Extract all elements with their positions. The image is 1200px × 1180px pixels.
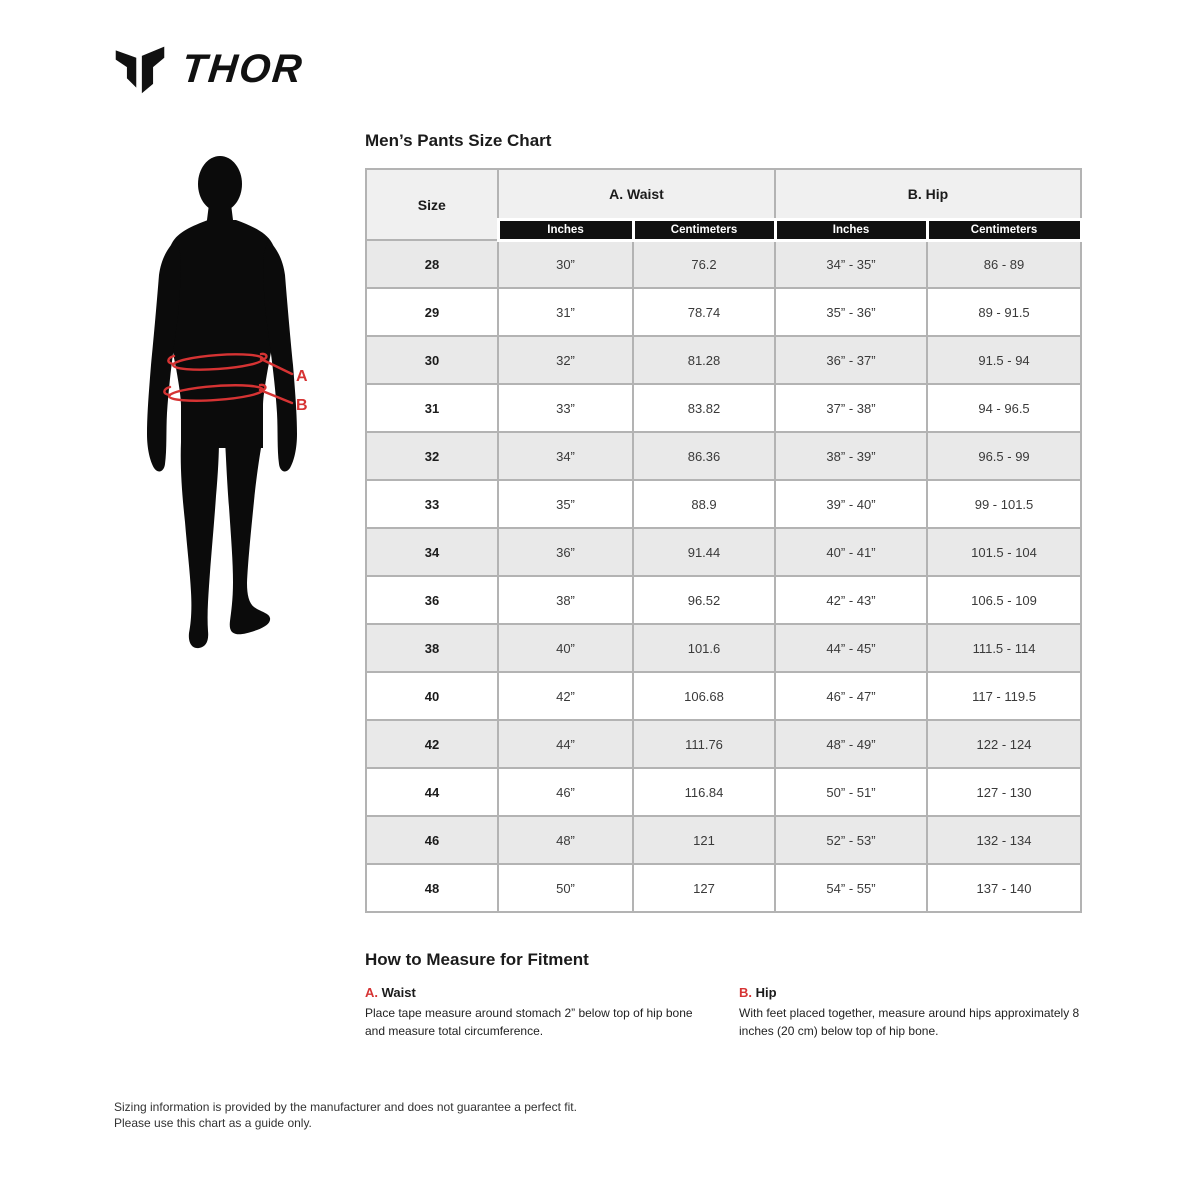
hip-cm-cell: 122 - 124 bbox=[927, 720, 1081, 768]
hip-cm-cell: 86 - 89 bbox=[927, 240, 1081, 288]
size-cell: 28 bbox=[366, 240, 498, 288]
hip-cm-cell: 106.5 - 109 bbox=[927, 576, 1081, 624]
waist-instruction-text: Place tape measure around stomach 2” below top of hip bone and measure total circumference. bbox=[365, 1006, 693, 1038]
waist-cm-cell: 106.68 bbox=[633, 672, 775, 720]
table-group-header-row bbox=[366, 169, 1081, 219]
brand-wordmark: THOR bbox=[179, 47, 306, 91]
hip-in-cell: 35” - 36” bbox=[775, 288, 927, 336]
hip-cm-cell: 99 - 101.5 bbox=[927, 480, 1081, 528]
size-cell: 38 bbox=[366, 624, 498, 672]
hip-centimeters-header: Centimeters bbox=[927, 219, 1081, 240]
hip-inches-header: Inches bbox=[775, 219, 927, 240]
hip-in-cell: 37” - 38” bbox=[775, 384, 927, 432]
waist-in-cell: 35” bbox=[498, 480, 633, 528]
how-to-measure-columns bbox=[365, 976, 1085, 1040]
size-cell: 36 bbox=[366, 576, 498, 624]
hip-group-header: B. Hip bbox=[775, 169, 1081, 219]
waist-cm-cell: 81.28 bbox=[633, 336, 775, 384]
table-row bbox=[366, 768, 1081, 816]
waist-in-cell: 36” bbox=[498, 528, 633, 576]
hip-cm-cell: 137 - 140 bbox=[927, 864, 1081, 912]
waist-cm-cell: 76.2 bbox=[633, 240, 775, 288]
size-chart-title: Men’s Pants Size Chart bbox=[365, 131, 552, 150]
waist-inches-header: Inches bbox=[498, 219, 633, 240]
size-cell: 31 bbox=[366, 384, 498, 432]
waist-in-cell: 40” bbox=[498, 624, 633, 672]
waist-in-cell: 44” bbox=[498, 720, 633, 768]
hip-label: Hip bbox=[755, 985, 777, 1000]
size-cell: 29 bbox=[366, 288, 498, 336]
hip-cm-cell: 91.5 - 94 bbox=[927, 336, 1081, 384]
table-row bbox=[366, 336, 1081, 384]
hip-in-cell: 46” - 47” bbox=[775, 672, 927, 720]
hip-cm-cell: 96.5 - 99 bbox=[927, 432, 1081, 480]
waist-callout-label: A bbox=[296, 368, 308, 385]
hip-cm-cell: 127 - 130 bbox=[927, 768, 1081, 816]
size-cell: 30 bbox=[366, 336, 498, 384]
waist-letter: A. bbox=[365, 985, 378, 1000]
how-to-measure-heading: How to Measure for Fitment bbox=[365, 950, 589, 969]
hip-cm-cell: 89 - 91.5 bbox=[927, 288, 1081, 336]
size-cell: 33 bbox=[366, 480, 498, 528]
hip-instruction-text: With feet placed together, measure around hips approximately 8 inches (20 cm) below top of hip bone. bbox=[739, 1006, 1080, 1038]
table-row bbox=[366, 816, 1081, 864]
table-row bbox=[366, 432, 1081, 480]
hip-instructions bbox=[739, 976, 1085, 1040]
waist-cm-cell: 88.9 bbox=[633, 480, 775, 528]
waist-cm-cell: 101.6 bbox=[633, 624, 775, 672]
sizing-disclaimer bbox=[114, 1100, 577, 1131]
hip-in-cell: 44” - 45” bbox=[775, 624, 927, 672]
waist-cm-cell: 91.44 bbox=[633, 528, 775, 576]
waist-in-cell: 38” bbox=[498, 576, 633, 624]
hip-in-cell: 50” - 51” bbox=[775, 768, 927, 816]
waist-in-cell: 34” bbox=[498, 432, 633, 480]
table-row bbox=[366, 528, 1081, 576]
size-cell: 34 bbox=[366, 528, 498, 576]
hip-cm-cell: 117 - 119.5 bbox=[927, 672, 1081, 720]
waist-in-cell: 32” bbox=[498, 336, 633, 384]
waist-in-cell: 50” bbox=[498, 864, 633, 912]
table-row bbox=[366, 288, 1081, 336]
waist-in-cell: 33” bbox=[498, 384, 633, 432]
size-cell: 32 bbox=[366, 432, 498, 480]
size-cell: 48 bbox=[366, 864, 498, 912]
waist-cm-cell: 86.36 bbox=[633, 432, 775, 480]
table-row bbox=[366, 480, 1081, 528]
waist-cm-cell: 121 bbox=[633, 816, 775, 864]
table-row bbox=[366, 384, 1081, 432]
main-content bbox=[365, 131, 1085, 1040]
waist-label: Waist bbox=[381, 985, 416, 1000]
table-row bbox=[366, 672, 1081, 720]
hip-cm-cell: 111.5 - 114 bbox=[927, 624, 1081, 672]
waist-centimeters-header: Centimeters bbox=[633, 219, 775, 240]
hip-in-cell: 42” - 43” bbox=[775, 576, 927, 624]
waist-cm-cell: 116.84 bbox=[633, 768, 775, 816]
hip-cm-cell: 101.5 - 104 bbox=[927, 528, 1081, 576]
waist-cm-cell: 78.74 bbox=[633, 288, 775, 336]
hip-instruction-heading bbox=[739, 985, 1085, 1000]
size-chart-table-body bbox=[366, 240, 1081, 912]
size-chart-table bbox=[365, 168, 1083, 913]
male-silhouette-figure bbox=[140, 152, 350, 652]
waist-group-header: A. Waist bbox=[498, 169, 775, 219]
waist-instruction-heading bbox=[365, 985, 711, 1000]
table-row bbox=[366, 624, 1081, 672]
size-cell: 40 bbox=[366, 672, 498, 720]
hip-in-cell: 40” - 41” bbox=[775, 528, 927, 576]
thor-horns-icon bbox=[112, 40, 168, 98]
size-cell: 44 bbox=[366, 768, 498, 816]
hip-in-cell: 54” - 55” bbox=[775, 864, 927, 912]
waist-in-cell: 31” bbox=[498, 288, 633, 336]
brand-logo bbox=[112, 40, 306, 98]
disclaimer-line-1: Sizing information is provided by the manufacturer and does not guarantee a perfect fit. bbox=[114, 1100, 577, 1114]
male-silhouette-icon bbox=[140, 152, 350, 652]
waist-in-cell: 46” bbox=[498, 768, 633, 816]
disclaimer-line-2: Please use this chart as a guide only. bbox=[114, 1115, 312, 1130]
hip-in-cell: 36” - 37” bbox=[775, 336, 927, 384]
waist-in-cell: 30” bbox=[498, 240, 633, 288]
hip-in-cell: 39” - 40” bbox=[775, 480, 927, 528]
hip-in-cell: 48” - 49” bbox=[775, 720, 927, 768]
waist-cm-cell: 83.82 bbox=[633, 384, 775, 432]
hip-in-cell: 34” - 35” bbox=[775, 240, 927, 288]
hip-cm-cell: 132 - 134 bbox=[927, 816, 1081, 864]
hip-callout-label: B bbox=[296, 397, 308, 414]
waist-in-cell: 42” bbox=[498, 672, 633, 720]
hip-in-cell: 38” - 39” bbox=[775, 432, 927, 480]
waist-cm-cell: 96.52 bbox=[633, 576, 775, 624]
hip-cm-cell: 94 - 96.5 bbox=[927, 384, 1081, 432]
size-column-header: Size bbox=[366, 169, 498, 240]
size-cell: 46 bbox=[366, 816, 498, 864]
waist-cm-cell: 111.76 bbox=[633, 720, 775, 768]
waist-in-cell: 48” bbox=[498, 816, 633, 864]
table-row bbox=[366, 864, 1081, 912]
waist-cm-cell: 127 bbox=[633, 864, 775, 912]
waist-instructions bbox=[365, 976, 711, 1040]
hip-letter: B. bbox=[739, 985, 752, 1000]
table-row bbox=[366, 240, 1081, 288]
hip-in-cell: 52” - 53” bbox=[775, 816, 927, 864]
size-cell: 42 bbox=[366, 720, 498, 768]
table-row bbox=[366, 720, 1081, 768]
table-row bbox=[366, 576, 1081, 624]
